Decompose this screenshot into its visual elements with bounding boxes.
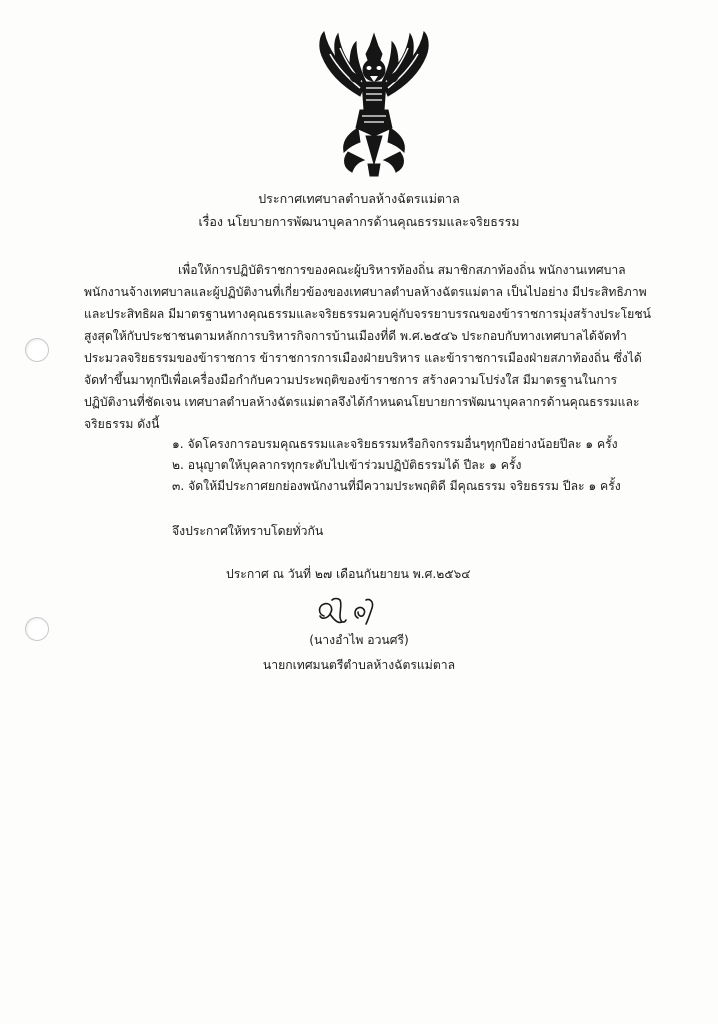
signer-position: นายกเทศมนตรีตำบลห้างฉัตรแม่ตาล (262, 658, 456, 672)
announcement-header (0, 187, 718, 233)
punch-hole (25, 338, 49, 362)
body-line: เพื่อให้การปฏิบัติราชการของคณะผู้บริหารท้องถิ่น สมาชิกสภาท้องถิ่น พนักงานเทศบาล (178, 263, 626, 277)
body-line: พนักงานจ้างเทศบาลและผู้ปฏิบัติงานที่เกี่ยวข้องของเทศบาลตำบลห้างฉัตรแม่ตาล เป็นไปอย่าง มีประสิทธิภาพ (84, 285, 647, 299)
signer-name: (นางอำไพ อวนศรี) (309, 633, 409, 647)
body-line: จริยธรรม ดังนี้ (84, 417, 160, 431)
handwritten-signature (310, 594, 394, 630)
policy-item: ๓. จัดให้มีประกาศยกย่องพนักงานที่มีความประพฤติดี มีคุณธรรม จริยธรรม ปีละ ๑ ครั้ง (172, 479, 621, 493)
announcement-subject: เรื่อง นโยบายการพัฒนาบุคลากรด้านคุณธรรมและจริยธรรม (198, 214, 520, 229)
body-line: จัดทำขึ้นมาทุกปีเพื่อเครื่องมือกำกับความประพฤติของข้าราชการ สร้างความโปร่งใส มีมาตรฐานในการ (84, 373, 618, 387)
announcement-body (84, 259, 674, 435)
announcement-title: ประกาศเทศบาลตำบลห้างฉัตรแม่ตาล (258, 191, 460, 206)
body-line: ประมวลจริยธรรมของข้าราชการ ข้าราชการการเมืองฝ่ายบริหาร และข้าราชการเมืองฝ่ายสภาท้องถิ่น ซึ่งได้ (84, 351, 642, 365)
policy-item: ๑. จัดโครงการอบรมคุณธรรมและจริยธรรมหรือกิจกรรมอื่นๆทุกปีอย่างน้อยปีละ ๑ ครั้ง (172, 437, 618, 451)
announcement-date: ประกาศ ณ วันที่ ๒๗ เดือนกันยายน พ.ศ.๒๕๖๔ (226, 567, 471, 581)
closing-statement: จึงประกาศให้ทราบโดยทั่วกัน (172, 524, 324, 538)
body-line: และประสิทธิผล มีมาตรฐานทางคุณธรรมและจริยธรรมควบคู่กับจรรยาบรรณของข้าราชการมุ่งสร้างประโยชน์ (84, 307, 651, 321)
body-line: ปฏิบัติงานที่ชัดเจน เทศบาลตำบลห้างฉัตรแม่ตาลจึงได้กำหนดนโยบายการพัฒนาบุคลากรด้านคุณธรรมและ (84, 395, 640, 409)
body-line: สูงสุดให้กับประชาชนตามหลักการบริหารกิจการบ้านเมืองที่ดี พ.ศ.๒๕๔๖ ประกอบกับทางเทศบาลได้จัดทำ (84, 329, 627, 343)
policy-item: ๒. อนุญาตให้บุคลากรทุกระดับไปเข้าร่วมปฏิบัติธรรมได้ ปีละ ๑ ครั้ง (172, 458, 522, 472)
garuda-emblem-icon (308, 30, 440, 180)
policy-list (172, 434, 621, 497)
